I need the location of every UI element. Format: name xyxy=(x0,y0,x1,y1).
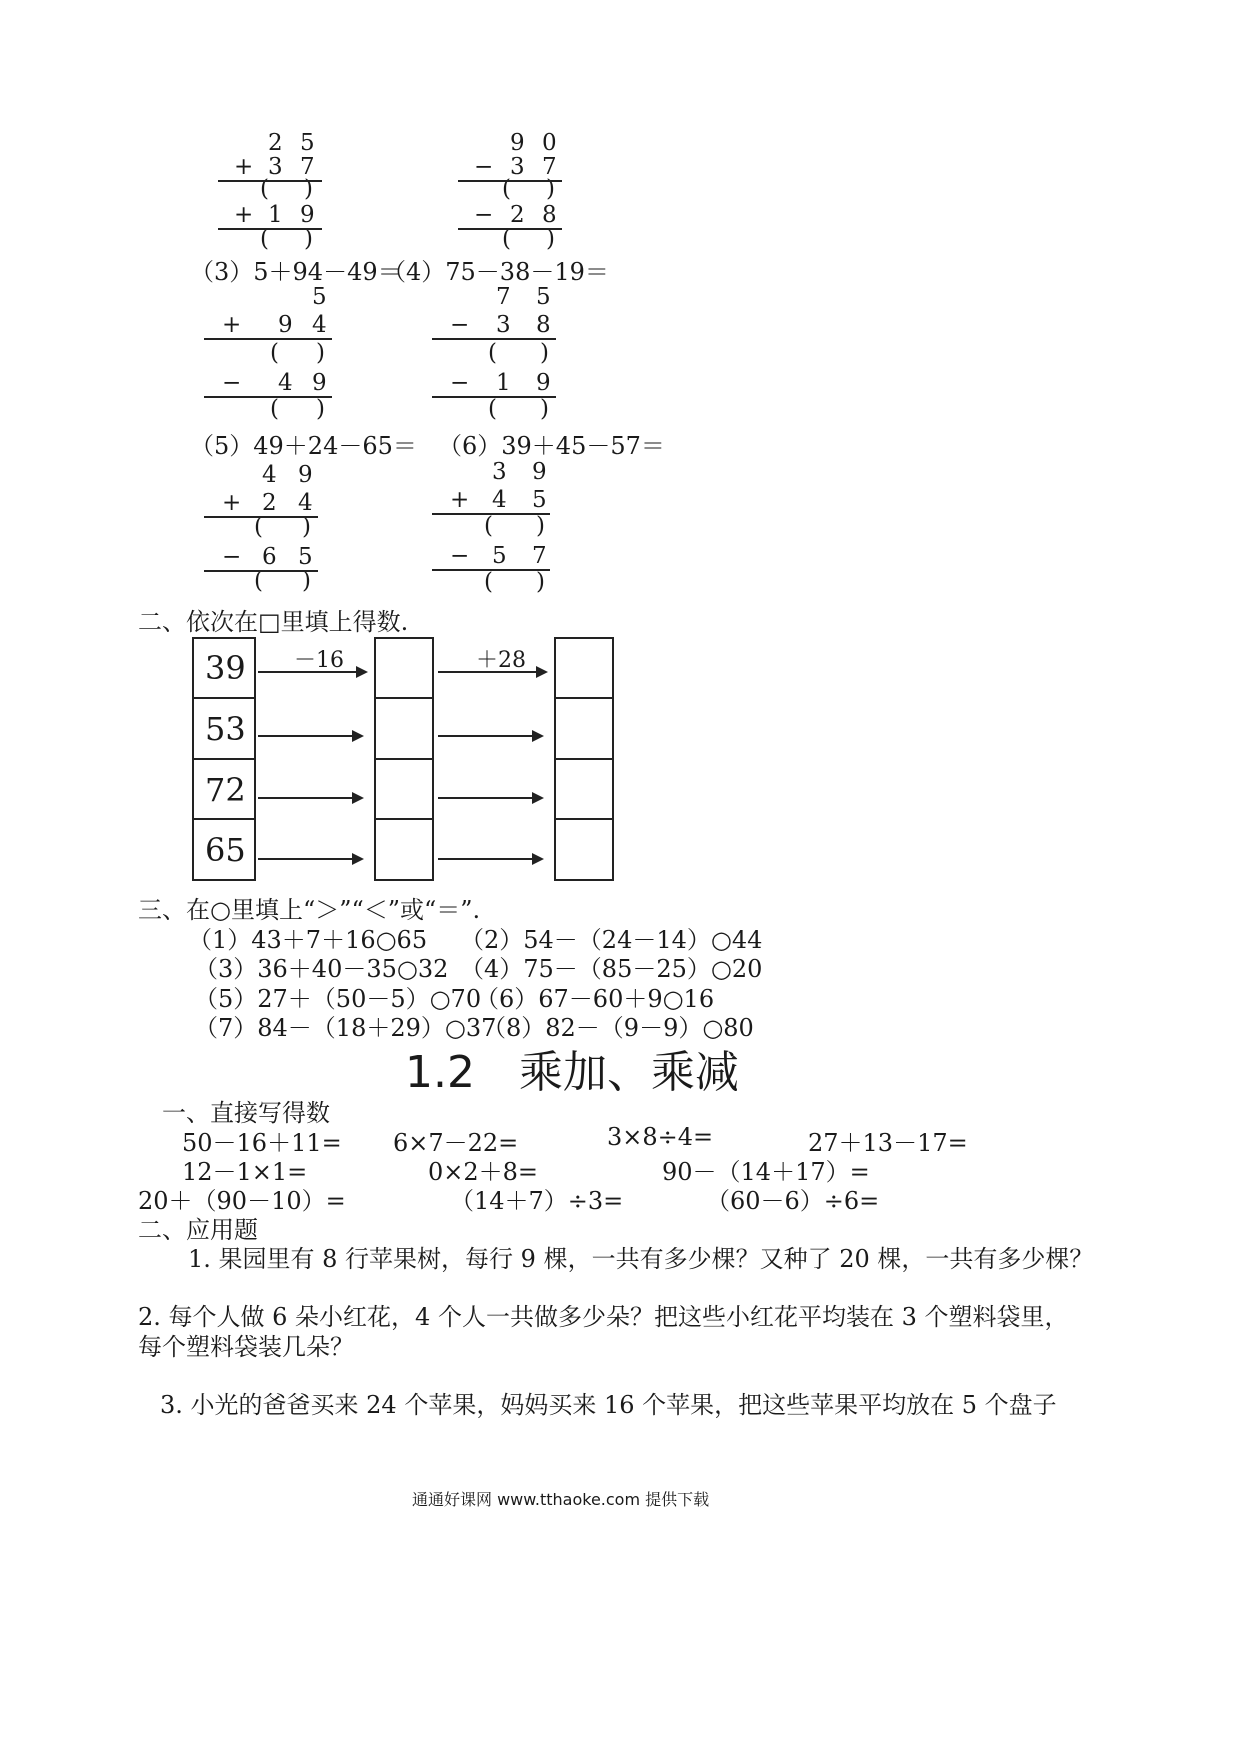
sum-line xyxy=(432,569,550,571)
compare-item: （6）67－60＋9○16 xyxy=(475,985,715,1013)
paren: ( xyxy=(260,226,269,252)
digit: 8 xyxy=(542,202,557,228)
sum-line xyxy=(458,180,562,182)
paren: ) xyxy=(304,176,313,202)
digit: 1 xyxy=(496,370,511,396)
paren: ) xyxy=(302,568,311,594)
word-problem-3: 3. 小光的爸爸买来 24 个苹果，妈妈买来 16 个苹果，把这些苹果平均放在 5 个盘子 xyxy=(160,1391,1057,1419)
digit: 0 xyxy=(542,130,557,156)
problem-3-label: （3）5＋94－49＝ xyxy=(190,258,402,286)
plus-sign: + xyxy=(234,202,254,228)
minus-sign: − xyxy=(222,370,242,396)
divider xyxy=(192,818,256,820)
word-problem-2-cont: 每个塑料袋装几朵？ xyxy=(138,1333,354,1361)
calc-item: 0×2＋8= xyxy=(428,1158,539,1186)
answer-blank[interactable] xyxy=(436,396,556,424)
paren: ) xyxy=(316,340,325,366)
operand-row xyxy=(436,312,556,340)
part1-heading: 一、直接写得数 xyxy=(162,1099,330,1127)
paren: ( xyxy=(260,176,269,202)
sum-line xyxy=(218,180,322,182)
digit: 7 xyxy=(542,154,557,180)
answer-box-2-2[interactable] xyxy=(554,697,614,699)
answer-blank[interactable] xyxy=(208,514,318,542)
arrow-icon xyxy=(258,671,366,673)
calc-item: 90－（14＋17）= xyxy=(662,1158,870,1186)
arrow-icon xyxy=(438,735,542,737)
digit: 1 xyxy=(268,202,283,228)
minus-sign: − xyxy=(450,370,470,396)
digit: 9 xyxy=(298,462,313,488)
answer-blank[interactable] xyxy=(436,569,550,597)
digit: 8 xyxy=(536,312,551,338)
problem-6-label: （6）39＋45－57＝ xyxy=(438,432,665,460)
compare-item: （4）75－（85－25）○20 xyxy=(460,955,763,983)
lesson-title: 1.2 乘加、乘减 xyxy=(405,1047,739,1098)
digit: 7 xyxy=(532,543,547,569)
sum-line xyxy=(204,338,332,340)
sum-line xyxy=(432,513,550,515)
answer-box-2-4[interactable] xyxy=(554,818,614,820)
calc-item: 27＋13－17= xyxy=(808,1129,968,1157)
paren: ) xyxy=(316,396,325,422)
minus-sign: − xyxy=(474,154,494,180)
calc-item: （14＋7）÷3= xyxy=(450,1187,624,1215)
paren: ) xyxy=(304,226,313,252)
op-label-2: ＋28 xyxy=(476,648,526,673)
paren: ) xyxy=(546,176,555,202)
paren: ( xyxy=(502,226,511,252)
digit: 7 xyxy=(300,154,315,180)
compare-item: （5）27＋（50－5）○70 xyxy=(194,985,482,1013)
arrow-icon xyxy=(258,735,362,737)
operand-row xyxy=(208,312,332,340)
operand-row xyxy=(208,462,318,490)
answer-box-1-3[interactable] xyxy=(374,758,434,760)
start-value: 65 xyxy=(205,831,246,869)
digit: 5 xyxy=(492,543,507,569)
minus-sign: − xyxy=(450,543,470,569)
digit: 4 xyxy=(262,462,277,488)
compare-item: （8）82－（9－9）○80 xyxy=(482,1014,754,1042)
arrow-icon xyxy=(438,797,542,799)
digit: 3 xyxy=(492,459,507,485)
plus-sign: + xyxy=(234,154,254,180)
answer-blank[interactable] xyxy=(222,226,322,254)
minus-sign: − xyxy=(450,312,470,338)
operand-row xyxy=(208,370,332,398)
calc-item: 20＋（90－10）= xyxy=(138,1187,346,1215)
paren: ( xyxy=(254,568,263,594)
digit: 2 xyxy=(262,490,277,516)
paren: ( xyxy=(488,396,497,422)
digit: 9 xyxy=(278,312,293,338)
sum-line xyxy=(458,228,562,230)
operand-row xyxy=(436,487,550,515)
arrow-icon xyxy=(258,858,362,860)
minus-sign: − xyxy=(222,544,242,570)
calc-item: 3×8÷4= xyxy=(607,1123,714,1151)
sum-line xyxy=(218,228,322,230)
compare-item: （2）54－（24－14）○44 xyxy=(460,926,763,954)
digit: 5 xyxy=(536,284,551,310)
paren: ( xyxy=(484,569,493,595)
digit: 4 xyxy=(312,312,327,338)
paren: ( xyxy=(270,340,279,366)
start-value: 39 xyxy=(205,649,246,687)
plus-sign: + xyxy=(450,487,470,513)
sum-line xyxy=(432,396,556,398)
digit: 5 xyxy=(532,487,547,513)
calc-item: 6×7－22= xyxy=(393,1129,519,1157)
operand-row xyxy=(208,284,332,312)
digit: 9 xyxy=(300,202,315,228)
operand-row xyxy=(436,284,556,312)
digit: 2 xyxy=(268,130,283,156)
answer-box-1-2[interactable] xyxy=(374,697,434,699)
answer-blank[interactable] xyxy=(436,513,550,541)
answer-box-1-4[interactable] xyxy=(374,818,434,820)
sum-line xyxy=(432,338,556,340)
paren: ) xyxy=(302,514,311,540)
answer-blank[interactable] xyxy=(462,226,562,254)
part2-heading: 二、应用题 xyxy=(138,1216,258,1244)
digit: 7 xyxy=(496,284,511,310)
digit: 4 xyxy=(492,487,507,513)
paren: ( xyxy=(484,513,493,539)
problem-5-label: （5）49＋24－65＝ xyxy=(190,432,417,460)
digit: 9 xyxy=(510,130,525,156)
section3-heading: 三、在○里填上“＞”“＜”或“＝”. xyxy=(138,896,481,924)
paren: ( xyxy=(502,176,511,202)
paren: ( xyxy=(488,340,497,366)
divider xyxy=(192,697,256,699)
digit: 5 xyxy=(298,544,313,570)
digit: 5 xyxy=(312,284,327,310)
word-problem-1: 1. 果园里有 8 行苹果树，每行 9 棵，一共有多少棵？又种了 20 棵，一共有多少棵？ xyxy=(188,1245,1094,1273)
paren: ) xyxy=(540,396,549,422)
digit: 3 xyxy=(496,312,511,338)
arrow-icon xyxy=(438,671,546,673)
answer-blank[interactable] xyxy=(208,396,332,424)
paren: ( xyxy=(270,396,279,422)
paren: ) xyxy=(540,340,549,366)
answer-blank[interactable] xyxy=(436,340,556,368)
start-value: 53 xyxy=(205,710,246,748)
word-problem-2: 2. 每个人做 6 朵小红花，4 个人一共做多少朵？把这些小红花平均装在 3 个塑料袋里， xyxy=(138,1303,1069,1331)
digit: 4 xyxy=(278,370,293,396)
calc-item: （60－6）÷6= xyxy=(706,1187,880,1215)
compare-item: （7）84－（18＋29）○37 xyxy=(194,1014,497,1042)
paren: ) xyxy=(536,569,545,595)
section2-heading: 二、依次在□里填上得数. xyxy=(138,608,409,636)
compare-item: （1）43＋7＋16○65 xyxy=(188,926,428,954)
digit: 9 xyxy=(532,459,547,485)
operand-row xyxy=(436,370,556,398)
calc-item: 50－16＋11= xyxy=(182,1129,342,1157)
compare-item: （3）36＋40－35○32 xyxy=(194,955,449,983)
problem-4-label: （4）75－38－19＝ xyxy=(382,258,609,286)
sum-line xyxy=(204,396,332,398)
digit: 6 xyxy=(262,544,277,570)
plus-sign: + xyxy=(222,490,242,516)
digit: 4 xyxy=(298,490,313,516)
digit: 3 xyxy=(510,154,525,180)
digit: 9 xyxy=(312,370,327,396)
op-label-1: －16 xyxy=(294,648,344,673)
plus-sign: + xyxy=(222,312,242,338)
minus-sign: − xyxy=(474,202,494,228)
footer-credit: 通通好课网 www.tthaoke.com 提供下载 xyxy=(412,1490,710,1509)
paren: ( xyxy=(254,514,263,540)
answer-box-2-3[interactable] xyxy=(554,758,614,760)
operand-row xyxy=(436,543,550,571)
paren: ) xyxy=(546,226,555,252)
arrow-icon xyxy=(438,858,542,860)
answer-blank[interactable] xyxy=(208,568,318,596)
digit: 5 xyxy=(300,130,315,156)
divider xyxy=(192,758,256,760)
arrow-icon xyxy=(258,797,362,799)
start-value: 72 xyxy=(205,771,246,809)
operand-row xyxy=(436,459,550,487)
digit: 2 xyxy=(510,202,525,228)
digit: 9 xyxy=(536,370,551,396)
paren: ) xyxy=(536,513,545,539)
sum-line xyxy=(204,516,318,518)
digit: 3 xyxy=(268,154,283,180)
calc-item: 12－1×1= xyxy=(182,1158,308,1186)
sum-line xyxy=(204,570,318,572)
answer-blank[interactable] xyxy=(208,340,332,368)
